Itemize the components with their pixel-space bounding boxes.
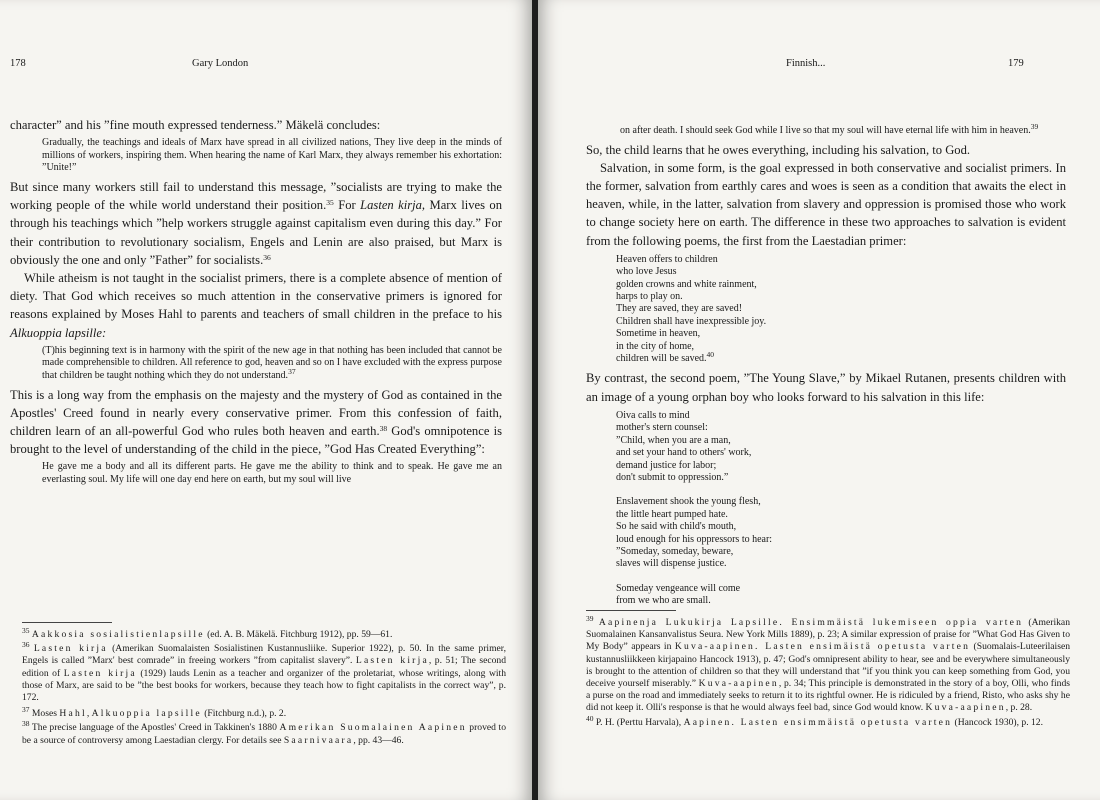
main-text	[586, 122, 1066, 612]
right-page	[538, 0, 1100, 800]
paragraph: character” and his ”fine mouth expressed tenderness.” Mäkelä concludes:	[10, 118, 381, 132]
block-quote: on after death. I should seek God while I live so that my soul will have eternal life with him in heaven.$^{39}$	[620, 122, 1039, 136]
footnote: $^{39}$ Aapinenja Lukukirja Lapsille. Ensimmäistä lukemiseen oppia varten (Amerikan Suomalainen Kansanvalistus Seura. New York Mills 1889), p. 23; A similar expression of praise for ”What God Has Given to My Body” appears in Kuva-aapinen. Lasten ensimäistä opetusta varten (Suomalais-Luteerilaisen kustannusliikkeen kirjapaino Hancock 1913), p. 47; God's omnipresent ability to hear, see and be everywhere simultaneously is brought to the attention of children so that they will understand that ”if you think you can keep something from God, you deceive yourself miserably.” Kuva-aapinen, p. 34; This principle is demonstrated in the story of a boy, Olli, who finds a purse on the road and immediately seeks to return it to its rightful owner. He is ridiculed by a friend, Risto, who asks shy he did not keep it. Olli's response is that he would always feel bad, since God would know. Kuva-aapinen, p. 28.	[586, 614, 1071, 714]
page-number: 179	[1008, 58, 1024, 69]
footnote-ref[interactable]: 40	[706, 350, 715, 360]
poem: Heaven offers to children who love Jesus golden crowns and white rainment, harps to play on. They are saved, they are saved! Children shall have inexpressible joy. Sometime in heaven, in the city of home, children will be saved.$^{40}$	[616, 253, 767, 365]
poem-stanza: Enslavement shook the young flesh, the little heart pumped hate. So he said with child's mouth, loud enough for his oppressors to hear: ”Someday, someday, beware, slaves will dispense justice.	[616, 496, 773, 570]
footnote: $^{38}$ The precise language of the Apostles' Creed in Takkinen's 1880 Amerikan Suomalainen Aapinen proved to be a source of controversy among Laestadian clergy. For details see Saarnivaara, pp. 43—46.	[22, 719, 506, 746]
poem-stanza: Someday vengeance will come from we who are small.	[616, 582, 741, 607]
paragraph: Salvation, in some form, is the goal expressed in both conservative and socialist primers. In the former, salvation from earthly cares and woes is seen as a condition that awaits the elect in heaven, while, in the latter, salvation from slavery and oppression is promised those who work to change society here on earth. The difference in these two approaches to salvation is evident from the following poems, the first from the Laestadian primer:	[586, 160, 1066, 248]
block-quote: He gave me a body and all its different parts. He gave me the ability to think and to speak. He gave me an everlasting soul. My life will one day end here on earth, but my soul will live	[42, 461, 502, 485]
footnote-ref[interactable]: 35	[326, 198, 334, 208]
paragraph: By contrast, the second poem, ”The Young Slave,” by Mikael Rutanen, presents children with an image of a young orphan boy who looks forward to his salvation in this life:	[586, 371, 1066, 404]
footnote-rule	[22, 622, 112, 623]
block-quote: (T)his beginning text is in harmony with the spirit of the new age in that nothing has been included that cannot be made comprehensible to children. All reference to god, heaven and so on I have excluded with the express purpose that children be taught nothing which they do not understand.$^{37}$	[42, 344, 502, 381]
running-head: Finnish...	[786, 58, 826, 69]
footnote: $^{37}$ Moses Hahl, Alkuoppia lapsille (Fitchburg n.d.), p. 2.	[22, 705, 287, 720]
book-title: Lasten kirja,	[360, 198, 426, 213]
footnote: $^{35}$ Aakkosia sosialistienlapsille (ed. A. B. Mäkelä. Fitchburg 1912), pp. 59—61.	[22, 626, 393, 640]
poem-stanza: Oiva calls to mind mother's stern counsel: ”Child, when you are a man, and set your hand to others' work, demand justice for labor; don't submit to oppression.”	[616, 409, 752, 483]
block-quote: Gradually, the teachings and ideals of Marx have spread in all civilized nations, They live deep in the minds of millions of workers, inspiring them. When hearing the name of Karl Marx, they always remember his exhortation: ”Unite!”	[42, 137, 502, 174]
paragraph: While atheism is not taught in the socialist primers, there is a complete absence of mention of diety. That God which receives so much attention in the conservative primers is ignored for reasons explained by Moses Hahl to parents and teachers of small children in the preface to his Alkuoppia lapsille:	[10, 271, 502, 340]
page-number: 178	[10, 58, 26, 69]
footnote: $^{36}$ Lasten kirja (Amerikan Suomalaisten Sosialistinen Kustannusliike. Superior 1922), p. 50. In the same primer, Engels is called ”Marx' best comrade” in freeing workers ”from capitalist slavery”. Lasten kirja, p. 51; The second edition of Lasten kirja (1929) lauds Lenin as a teacher and organizer of the proletariat, whose writings, along with those of Marx, are said to be ”the best books for workers, because they teach how to fight capitalists in the correct way”, p. 172.	[22, 640, 507, 704]
paragraph: But since many workers still fail to understand this message, ”socialists are trying to make the working people of the while world understand their position.$^{35}$ For Lasten kirja, Marx lives on through his teachings which ”help workers struggle against capitalism even during this day.” For their contribution to revolutionary socialism, Engels and Lenin are also praised, but Marx is obviously the one and only ”Father” for socialists.$^{36}$	[10, 179, 503, 267]
book-title: Alkuoppia lapsille:	[10, 325, 107, 340]
paragraph: This is a long way from the emphasis on the majesty and the mystery of God as contained in the Apostles' Creed found in nearly every conservative primer. From this confession of faith, children learn of an all-powerful God who rules both heaven and earth.$^{38}$ God's omnipotence is brought to the level of understanding of the child in the piece, ”God Has Created Everything”:	[10, 387, 502, 457]
footnotes	[22, 622, 506, 749]
footnote-ref[interactable]: 36	[263, 252, 271, 262]
running-head: Gary London	[192, 58, 249, 69]
footnote: $^{40}$ P. H. (Perttu Harvala), Aapinen. Lasten ensimmäistä opetusta varten (Hancock 1930), p. 12.	[586, 713, 1043, 728]
footnote-ref[interactable]: 39	[1030, 122, 1039, 131]
footnotes	[586, 610, 1070, 731]
footnote-ref[interactable]: 37	[288, 367, 296, 376]
footnote-rule	[586, 610, 676, 611]
footnote-ref[interactable]: 38	[379, 424, 388, 433]
paragraph: So, the child learns that he owes everything, including his salvation, to God.	[586, 142, 971, 157]
left-page	[0, 0, 532, 800]
main-text	[10, 116, 502, 490]
